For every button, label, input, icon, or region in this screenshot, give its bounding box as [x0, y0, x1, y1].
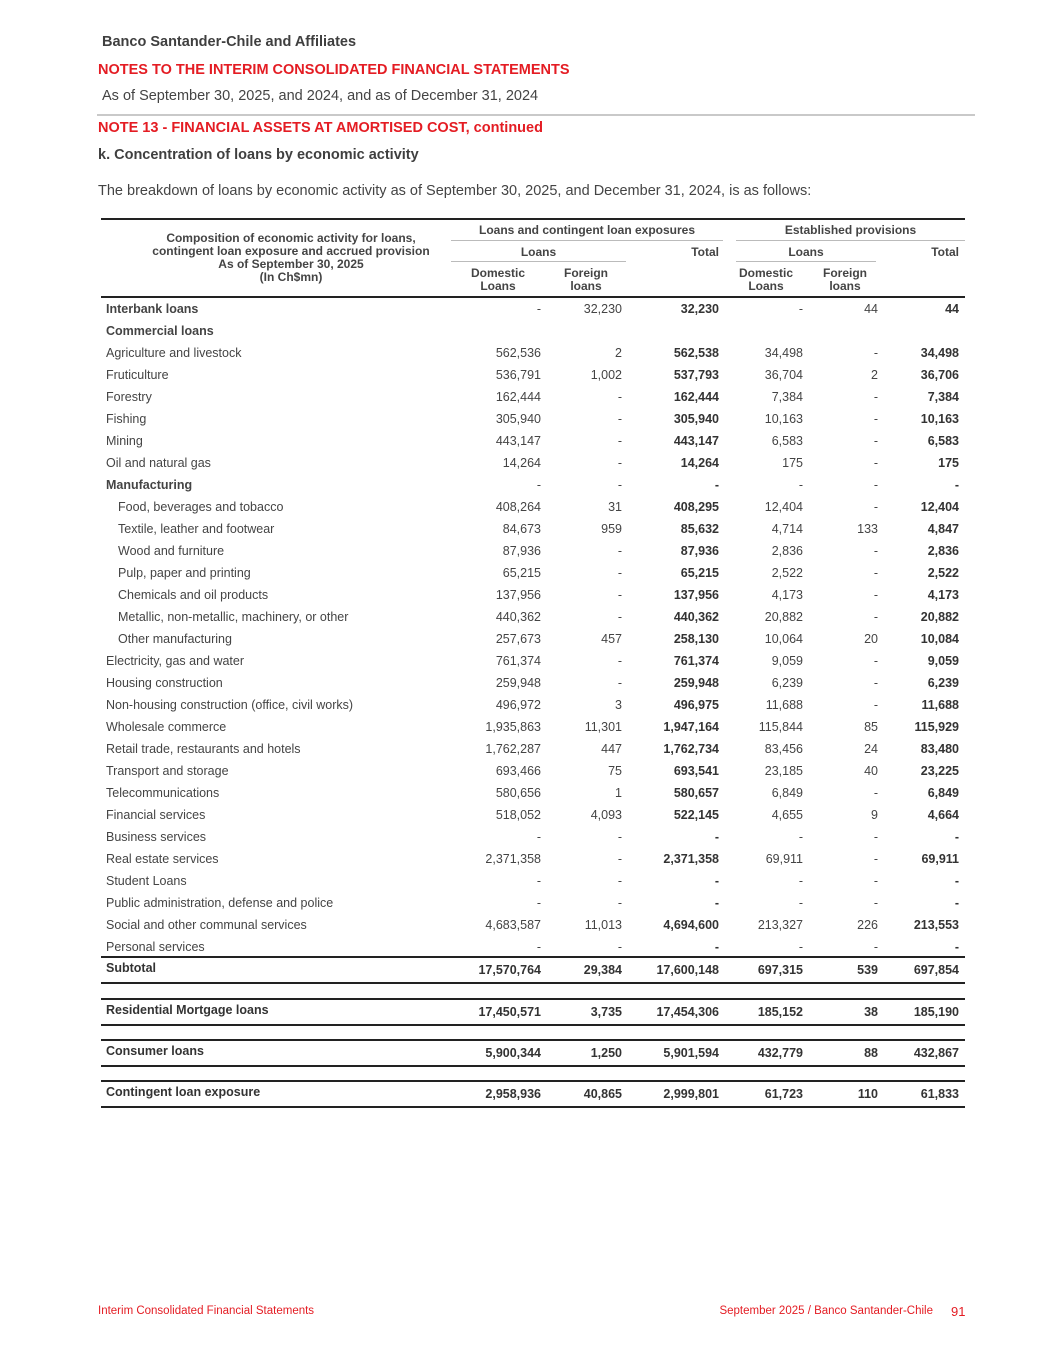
table-row — [101, 584, 965, 606]
row-value: 11,301 — [584, 720, 622, 734]
row-value: 2 — [871, 368, 878, 382]
row-value: 3 — [615, 698, 622, 712]
total-value: 5,901,594 — [663, 1046, 719, 1060]
table-row — [101, 694, 965, 716]
row-value: 959 — [601, 522, 622, 536]
row-label: Personal services — [106, 940, 205, 954]
row-value: - — [873, 456, 878, 470]
row-value: - — [954, 830, 959, 844]
row-value: 44 — [945, 302, 959, 316]
row-value: - — [873, 588, 878, 602]
row-value: 83,456 — [764, 742, 803, 756]
col-foreign-1: Foreign loans — [564, 266, 608, 293]
table-row — [101, 760, 965, 782]
row-value: 85,632 — [680, 522, 719, 536]
total-bottom-rule — [101, 982, 965, 984]
table-row — [101, 848, 965, 870]
row-value: 2,371,358 — [485, 852, 541, 866]
row-value: 162,444 — [495, 390, 541, 404]
row-value: 536,791 — [495, 368, 541, 382]
table-row — [101, 474, 965, 496]
total-value: 185,190 — [913, 1005, 959, 1019]
row-value: - — [873, 830, 878, 844]
total-value: 2,958,936 — [485, 1087, 541, 1101]
row-value: - — [873, 500, 878, 514]
row-value: 20,882 — [920, 610, 959, 624]
row-value: 115,844 — [758, 720, 803, 734]
table-row — [101, 540, 965, 562]
row-value: 4,847 — [927, 522, 959, 536]
row-value: 1,002 — [590, 368, 622, 382]
row-value: - — [873, 676, 878, 690]
row-label: Forestry — [106, 390, 152, 404]
total-value: 29,384 — [583, 963, 622, 977]
row-value: - — [954, 896, 959, 910]
company-name: Banco Santander-Chile and Affiliates — [102, 34, 357, 50]
table-row — [101, 826, 965, 848]
row-value: - — [873, 874, 878, 888]
row-value: 69,911 — [921, 852, 959, 866]
table-row — [101, 738, 965, 760]
total-value: 539 — [857, 963, 878, 977]
row-value: 457 — [601, 632, 622, 646]
total-value: 38 — [864, 1005, 878, 1019]
row-label: Business services — [106, 830, 207, 844]
row-value: 65,215 — [502, 566, 541, 580]
row-value: 4,093 — [590, 808, 622, 822]
row-value: 7,384 — [927, 390, 959, 404]
row-value: 443,147 — [495, 434, 541, 448]
row-value: 496,975 — [673, 698, 719, 712]
total-value: 185,152 — [757, 1005, 803, 1019]
row-label: Fruticulture — [106, 368, 169, 382]
table-row — [101, 342, 965, 364]
row-value: 580,657 — [673, 786, 719, 800]
total-value: 17,570,764 — [478, 963, 541, 977]
total-bottom-rule — [101, 1024, 965, 1026]
row-label: Transport and storage — [106, 764, 229, 778]
group-heading-loans-exposures: Loans and contingent loan exposures — [478, 223, 696, 237]
row-label: Metallic, non-metallic, machinery, or other — [118, 610, 349, 624]
row-value: - — [617, 478, 622, 492]
row-label: Mining — [106, 434, 143, 448]
total-label: Residential Mortgage loans — [106, 1003, 269, 1017]
row-value: 305,940 — [495, 412, 541, 426]
row-value: 44 — [864, 302, 878, 316]
subheading-loans-2: Loans — [788, 245, 824, 259]
row-label: Agriculture and livestock — [106, 346, 242, 360]
as-of-date: As of September 30, 2025, and 2024, and as of December 31, 2024 — [102, 88, 539, 104]
row-value: 31 — [608, 500, 622, 514]
row-value: 4,173 — [771, 588, 803, 602]
total-value: 3,735 — [590, 1005, 622, 1019]
row-value: 133 — [857, 522, 878, 536]
row-label: Textile, leather and footwear — [118, 522, 275, 536]
row-value: - — [954, 478, 959, 492]
row-value: 14,264 — [680, 456, 719, 470]
row-value: 447 — [601, 742, 622, 756]
row-value: - — [714, 874, 719, 888]
row-value: - — [873, 896, 878, 910]
row-label: Pulp, paper and printing — [118, 566, 251, 580]
row-value: - — [954, 874, 959, 888]
total-bottom-rule — [101, 1065, 965, 1067]
row-value: 518,052 — [495, 808, 541, 822]
row-value: - — [617, 830, 622, 844]
total-row — [101, 1041, 965, 1065]
row-value: - — [617, 874, 622, 888]
row-value: - — [798, 940, 803, 954]
row-value: - — [873, 654, 878, 668]
col-domestic-1: Domestic Loans — [470, 266, 526, 293]
row-value: - — [617, 566, 622, 580]
total-value: 2,999,801 — [663, 1087, 719, 1101]
total-value: 88 — [864, 1046, 878, 1060]
row-label: Real estate services — [106, 852, 219, 866]
notes-title: NOTES TO THE INTERIM CONSOLIDATED FINANCIAL STATEMENTS — [98, 62, 570, 78]
row-label: Non-housing construction (office, civil works) — [106, 698, 354, 712]
note-title: NOTE 13 - FINANCIAL ASSETS AT AMORTISED COST, continued — [98, 120, 543, 136]
total-value: 697,854 — [913, 963, 959, 977]
row-value: 115,929 — [914, 720, 959, 734]
table-row — [101, 496, 965, 518]
total-value: 5,900,344 — [485, 1046, 541, 1060]
row-value: 83,480 — [920, 742, 959, 756]
row-value: 1,935,863 — [485, 720, 541, 734]
row-value: 7,384 — [771, 390, 803, 404]
row-value: 2 — [615, 346, 622, 360]
row-value: - — [536, 874, 541, 888]
row-value: 9,059 — [771, 654, 803, 668]
row-value: - — [954, 940, 959, 954]
row-value: - — [617, 852, 622, 866]
row-value: 24 — [864, 742, 878, 756]
row-value: - — [714, 896, 719, 910]
row-value: 562,536 — [495, 346, 541, 360]
row-value: 2,522 — [771, 566, 803, 580]
table-row — [101, 606, 965, 628]
row-value: 693,466 — [495, 764, 541, 778]
row-label: Oil and natural gas — [106, 456, 211, 470]
col-foreign-2: Foreign loans — [823, 266, 867, 293]
page-number: 91 — [951, 1304, 966, 1319]
group-rule-1 — [451, 240, 723, 241]
total-label: Subtotal — [106, 961, 156, 975]
row-value: - — [617, 390, 622, 404]
row-value: - — [798, 896, 803, 910]
row-value: - — [873, 434, 878, 448]
row-value: 1,762,734 — [663, 742, 719, 756]
row-value: 9,059 — [927, 654, 959, 668]
row-value: 4,683,587 — [485, 918, 541, 932]
row-value: 440,362 — [495, 610, 541, 624]
row-value: 4,655 — [771, 808, 803, 822]
total-value: 432,867 — [913, 1046, 959, 1060]
row-value: - — [536, 478, 541, 492]
footer-left: Interim Consolidated Financial Statements — [98, 1305, 315, 1317]
row-value: - — [798, 874, 803, 888]
row-value: 4,714 — [771, 522, 803, 536]
table-row — [101, 892, 965, 914]
row-value: 580,656 — [495, 786, 541, 800]
row-value: 2,522 — [927, 566, 959, 580]
row-value: 259,948 — [495, 676, 541, 690]
row-value: 36,706 — [920, 368, 959, 382]
row-value: 6,849 — [771, 786, 803, 800]
total-label: Consumer loans — [106, 1044, 204, 1058]
table-row — [101, 320, 965, 342]
row-value: 6,583 — [927, 434, 959, 448]
row-value: 761,374 — [673, 654, 719, 668]
row-value: 34,498 — [764, 346, 803, 360]
column-heading-description: Composition of economic activity for loans, contingent loan exposure and accrued provision As of September 30, 2025 (In Ch$mn) — [152, 231, 430, 284]
row-value: 408,295 — [673, 500, 719, 514]
group-heading-provisions: Established provisions — [784, 223, 917, 237]
row-label: Electricity, gas and water — [106, 654, 245, 668]
row-value: 761,374 — [495, 654, 541, 668]
row-value: 75 — [608, 764, 622, 778]
row-value: 85 — [864, 720, 878, 734]
row-label: Other manufacturing — [118, 632, 232, 646]
subheading-total-1: Total — [691, 245, 719, 259]
row-value: 257,673 — [495, 632, 541, 646]
total-row — [101, 958, 965, 982]
row-value: 522,145 — [673, 808, 719, 822]
row-value: - — [617, 434, 622, 448]
row-value: - — [873, 346, 878, 360]
total-value: 61,833 — [920, 1087, 959, 1101]
row-value: 226 — [857, 918, 878, 932]
row-value: 12,404 — [920, 500, 959, 514]
row-value: - — [873, 478, 878, 492]
row-value: 213,327 — [757, 918, 803, 932]
row-value: 6,239 — [771, 676, 803, 690]
row-value: 14,264 — [502, 456, 541, 470]
header-divider — [97, 114, 975, 116]
row-value: 1 — [615, 786, 622, 800]
table-row — [101, 628, 965, 650]
row-value: - — [873, 544, 878, 558]
row-value: - — [798, 830, 803, 844]
total-row — [101, 1000, 965, 1024]
row-value: - — [617, 654, 622, 668]
table-row — [101, 650, 965, 672]
footer-right: September 2025 / Banco Santander-Chile — [719, 1305, 933, 1317]
row-label: Wood and furniture — [118, 544, 225, 558]
row-value: - — [536, 940, 541, 954]
row-value: 4,694,600 — [663, 918, 719, 932]
total-label: Contingent loan exposure — [106, 1085, 261, 1099]
row-value: - — [617, 610, 622, 624]
row-value: - — [617, 412, 622, 426]
total-row — [101, 1082, 965, 1106]
col-domestic-2: Domestic Loans — [738, 266, 794, 293]
table-row — [101, 870, 965, 892]
row-label: Manufacturing — [106, 478, 193, 492]
row-value: 162,444 — [673, 390, 719, 404]
row-value: 258,130 — [673, 632, 719, 646]
row-value: - — [798, 302, 803, 316]
row-value: - — [873, 786, 878, 800]
total-value: 17,454,306 — [656, 1005, 719, 1019]
total-value: 17,600,148 — [656, 963, 719, 977]
table-row — [101, 408, 965, 430]
row-label: Chemicals and oil products — [118, 588, 269, 602]
table-row — [101, 562, 965, 584]
row-value: - — [798, 478, 803, 492]
row-value: 20 — [864, 632, 878, 646]
loans-rule-1 — [451, 261, 626, 262]
row-value: 175 — [938, 456, 959, 470]
group-rule-2 — [736, 240, 965, 241]
row-value: 4,664 — [927, 808, 959, 822]
table-row — [101, 914, 965, 936]
table-row — [101, 452, 965, 474]
row-value: 443,147 — [673, 434, 719, 448]
row-value: - — [714, 830, 719, 844]
row-value: 496,972 — [495, 698, 541, 712]
row-value: - — [617, 588, 622, 602]
row-value: 84,673 — [502, 522, 541, 536]
row-label: Retail trade, restaurants and hotels — [106, 742, 301, 756]
table-row — [101, 430, 965, 452]
row-value: - — [617, 676, 622, 690]
row-value: 11,688 — [921, 698, 959, 712]
row-value: 9 — [871, 808, 878, 822]
row-label: Public administration, defense and police — [106, 896, 334, 910]
row-label: Student Loans — [106, 874, 187, 888]
total-value: 697,315 — [757, 963, 803, 977]
total-value: 1,250 — [590, 1046, 622, 1060]
row-value: - — [873, 412, 878, 426]
total-value: 17,450,571 — [478, 1005, 541, 1019]
row-value: - — [617, 940, 622, 954]
row-value: 69,911 — [765, 852, 803, 866]
row-label: Telecommunications — [106, 786, 220, 800]
subheading-loans-1: Loans — [520, 245, 557, 259]
row-value: 2,371,358 — [663, 852, 719, 866]
row-value: 12,404 — [764, 500, 803, 514]
row-value: 1,762,287 — [485, 742, 541, 756]
row-label: Wholesale commerce — [106, 720, 227, 734]
loans-rule-2 — [736, 261, 876, 262]
row-value: 32,230 — [680, 302, 719, 316]
row-value: 11,688 — [765, 698, 803, 712]
row-value: 213,553 — [913, 918, 959, 932]
row-value: - — [617, 896, 622, 910]
table-row — [101, 386, 965, 408]
row-value: 305,940 — [673, 412, 719, 426]
row-value: - — [536, 302, 541, 316]
row-value: - — [536, 830, 541, 844]
table-row — [101, 782, 965, 804]
row-value: 537,793 — [673, 368, 719, 382]
subheading-total-2: Total — [931, 245, 959, 259]
row-value: 137,956 — [495, 588, 541, 602]
total-bottom-rule — [101, 1106, 965, 1108]
table-row — [101, 936, 965, 958]
row-value: 137,956 — [673, 588, 719, 602]
table-row — [101, 672, 965, 694]
row-value: - — [873, 610, 878, 624]
row-label: Interbank loans — [106, 302, 199, 316]
row-value: 11,013 — [584, 918, 622, 932]
row-label: Commercial loans — [106, 324, 214, 338]
row-value: 175 — [782, 456, 803, 470]
table-top-rule — [101, 218, 965, 220]
intro-paragraph: The breakdown of loans by economic activity as of September 30, 2025, and December 31, 2024, is as follows: — [98, 183, 812, 199]
row-value: 693,541 — [673, 764, 719, 778]
row-value: 259,948 — [673, 676, 719, 690]
row-label: Social and other communal services — [106, 918, 307, 932]
row-value: 10,064 — [764, 632, 803, 646]
table-row — [101, 716, 965, 738]
row-value: 36,704 — [764, 368, 803, 382]
row-value: 87,936 — [502, 544, 541, 558]
row-value: - — [617, 544, 622, 558]
row-value: 40 — [864, 764, 878, 778]
total-value: 432,779 — [757, 1046, 803, 1060]
row-value: - — [873, 698, 878, 712]
row-value: 34,498 — [920, 346, 959, 360]
row-value: 2,836 — [927, 544, 959, 558]
row-value: 32,230 — [583, 302, 622, 316]
row-value: 6,239 — [927, 676, 959, 690]
table-row — [101, 364, 965, 386]
total-value: 61,723 — [764, 1087, 803, 1101]
row-value: 4,173 — [927, 588, 959, 602]
total-value: 110 — [857, 1087, 878, 1101]
row-value: 1,947,164 — [663, 720, 719, 734]
row-value: 10,084 — [920, 632, 959, 646]
row-value: 87,936 — [680, 544, 719, 558]
row-value: 10,163 — [920, 412, 959, 426]
row-value: 23,185 — [764, 764, 803, 778]
row-value: - — [536, 896, 541, 910]
row-value: 65,215 — [680, 566, 719, 580]
row-value: - — [873, 940, 878, 954]
section-title: k. Concentration of loans by economic activity — [98, 147, 419, 163]
table-row — [101, 298, 965, 320]
row-label: Financial services — [106, 808, 206, 822]
row-value: - — [873, 566, 878, 580]
row-label: Fishing — [106, 412, 147, 426]
table-row — [101, 518, 965, 540]
row-value: 6,849 — [927, 786, 959, 800]
table-row — [101, 804, 965, 826]
row-value: 6,583 — [771, 434, 803, 448]
row-value: - — [714, 940, 719, 954]
row-label: Housing construction — [106, 676, 223, 690]
row-value: - — [617, 456, 622, 470]
row-value: - — [873, 390, 878, 404]
total-value: 40,865 — [583, 1087, 622, 1101]
row-value: 10,163 — [764, 412, 803, 426]
row-value: - — [873, 852, 878, 866]
row-value: - — [714, 478, 719, 492]
row-value: 408,264 — [495, 500, 541, 514]
row-value: 440,362 — [673, 610, 719, 624]
row-label: Food, beverages and tobacco — [118, 500, 284, 514]
row-value: 562,538 — [673, 346, 719, 360]
row-value: 2,836 — [771, 544, 803, 558]
row-value: 23,225 — [920, 764, 959, 778]
row-value: 20,882 — [764, 610, 803, 624]
